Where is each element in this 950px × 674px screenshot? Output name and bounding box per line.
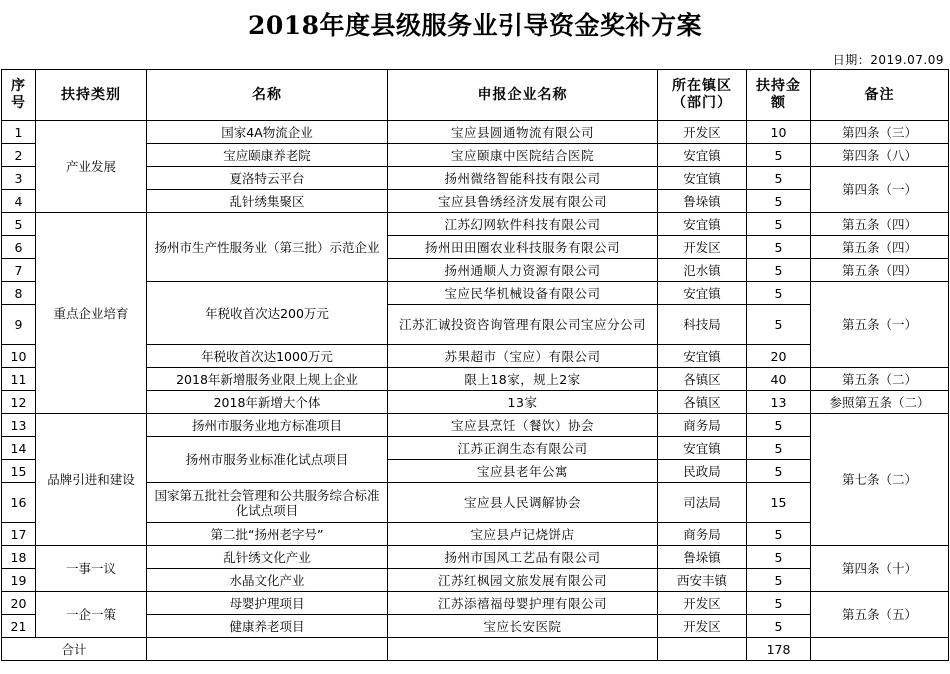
amount-cell: 5: [747, 236, 811, 259]
enterprise-cell: 扬州市国风工艺品有限公司: [388, 546, 658, 569]
item-name-cell: 年税收首次达200万元: [147, 282, 388, 345]
row-seq: 20: [2, 592, 36, 615]
amount-cell: 5: [747, 190, 811, 213]
enterprise-cell: 扬州通顺人力资源有限公司: [388, 259, 658, 282]
item-name-cell: 扬州市生产性服务业（第三批）示范企业: [147, 213, 388, 282]
item-name-cell: 第二批“扬州老字号”: [147, 523, 388, 546]
enterprise-cell: 江苏汇诚投资咨询管理有限公司宝应分公司: [388, 305, 658, 345]
total-empty-cell: [811, 638, 949, 661]
town-cell: 开发区: [658, 592, 747, 615]
header-name: 名称: [147, 70, 388, 121]
total-empty-cell: [658, 638, 747, 661]
enterprise-cell: 宝应颐康中医院结合医院: [388, 144, 658, 167]
row-seq: 6: [2, 236, 36, 259]
enterprise-cell: 限上18家，规上2家: [388, 368, 658, 391]
enterprise-cell: 江苏添禧福母婴护理有限公司: [388, 592, 658, 615]
town-cell: 安宜镇: [658, 437, 747, 460]
town-cell: 司法局: [658, 483, 747, 523]
enterprise-cell: 13家: [388, 391, 658, 414]
town-cell: 安宜镇: [658, 213, 747, 236]
enterprise-cell: 江苏幻网软件科技有限公司: [388, 213, 658, 236]
amount-cell: 5: [747, 592, 811, 615]
total-empty-cell: [388, 638, 658, 661]
row-seq: 5: [2, 213, 36, 236]
town-cell: 科技局: [658, 305, 747, 345]
total-empty-cell: [147, 638, 388, 661]
amount-cell: 5: [747, 167, 811, 190]
item-name-cell: 健康养老项目: [147, 615, 388, 638]
note-cell: 第四条（一）: [811, 167, 949, 213]
town-cell: 开发区: [658, 236, 747, 259]
amount-cell: 5: [747, 546, 811, 569]
amount-cell: 5: [747, 523, 811, 546]
town-cell: 西安丰镇: [658, 569, 747, 592]
row-seq: 10: [2, 345, 36, 368]
row-seq: 12: [2, 391, 36, 414]
enterprise-cell: 江苏正润生态有限公司: [388, 437, 658, 460]
amount-cell: 10: [747, 121, 811, 144]
town-cell: 开发区: [658, 121, 747, 144]
enterprise-cell: 宝应长安医院: [388, 615, 658, 638]
town-cell: 各镇区: [658, 391, 747, 414]
amount-cell: 5: [747, 615, 811, 638]
note-cell: 第五条（五）: [811, 592, 949, 638]
row-seq: 3: [2, 167, 36, 190]
amount-cell: 5: [747, 282, 811, 305]
document-title: 2018年度县级服务业引导资金奖补方案: [247, 11, 703, 40]
town-cell: 安宜镇: [658, 345, 747, 368]
category-cell: 重点企业培育: [36, 213, 147, 414]
enterprise-cell: 苏果超市（宝应）有限公司: [388, 345, 658, 368]
town-cell: 商务局: [658, 523, 747, 546]
header-category: 扶持类别: [36, 70, 147, 121]
item-name-cell: 2018年新增大个体: [147, 391, 388, 414]
amount-cell: 5: [747, 437, 811, 460]
town-cell: 鲁垛镇: [658, 546, 747, 569]
town-cell: 安宜镇: [658, 144, 747, 167]
row-seq: 14: [2, 437, 36, 460]
town-cell: 各镇区: [658, 368, 747, 391]
header-town: 所在镇区（部门）: [658, 70, 747, 121]
town-cell: 鲁垛镇: [658, 190, 747, 213]
row-seq: 2: [2, 144, 36, 167]
row-seq: 11: [2, 368, 36, 391]
header-enterprise: 申报企业名称: [388, 70, 658, 121]
amount-cell: 5: [747, 569, 811, 592]
item-name-cell: 扬州市服务业地方标准项目: [147, 414, 388, 437]
enterprise-cell: 扬州微络智能科技有限公司: [388, 167, 658, 190]
table-row: [2, 121, 949, 144]
table-row: [2, 414, 949, 437]
amount-cell: 5: [747, 259, 811, 282]
total-amount: 178: [747, 638, 811, 661]
row-seq: 16: [2, 483, 36, 523]
row-seq: 13: [2, 414, 36, 437]
row-seq: 15: [2, 460, 36, 483]
note-cell: 第四条（十）: [811, 546, 949, 592]
item-name-cell: 宝应颐康养老院: [147, 144, 388, 167]
item-name-cell: 母婴护理项目: [147, 592, 388, 615]
row-seq: 4: [2, 190, 36, 213]
item-name-cell: 水晶文化产业: [147, 569, 388, 592]
item-name-cell: 国家4A物流企业: [147, 121, 388, 144]
row-seq: 8: [2, 282, 36, 305]
table-row: [2, 213, 949, 236]
note-cell: 第五条（四）: [811, 259, 949, 282]
enterprise-cell: 宝应县鲁绣经济发展有限公司: [388, 190, 658, 213]
enterprise-cell: 宝应民华机械设备有限公司: [388, 282, 658, 305]
enterprise-cell: 宝应县人民调解协会: [388, 483, 658, 523]
note-cell: 第五条（二）: [811, 368, 949, 391]
header-amount: 扶持金额: [747, 70, 811, 121]
amount-cell: 15: [747, 483, 811, 523]
amount-cell: 5: [747, 305, 811, 345]
town-cell: 民政局: [658, 460, 747, 483]
town-cell: 开发区: [658, 615, 747, 638]
category-cell: 一事一议: [36, 546, 147, 592]
table-row: [2, 592, 949, 615]
amount-cell: 5: [747, 460, 811, 483]
item-name-cell: 国家第五批社会管理和公共服务综合标准化试点项目: [147, 483, 388, 523]
header-seq: 序号: [2, 70, 36, 121]
item-name-cell: 年税收首次达1000万元: [147, 345, 388, 368]
note-cell: 参照第五条（二）: [811, 391, 949, 414]
row-seq: 19: [2, 569, 36, 592]
row-seq: 18: [2, 546, 36, 569]
row-seq: 9: [2, 305, 36, 345]
note-cell: 第五条（四）: [811, 236, 949, 259]
category-cell: 品牌引进和建设: [36, 414, 147, 546]
enterprise-cell: 宝应县老年公寓: [388, 460, 658, 483]
item-name-cell: 乱针绣文化产业: [147, 546, 388, 569]
subsidy-table: [1, 69, 949, 661]
enterprise-cell: 宝应县烹饪（餐饮）协会: [388, 414, 658, 437]
enterprise-cell: 扬州田田圈农业科技服务有限公司: [388, 236, 658, 259]
row-seq: 21: [2, 615, 36, 638]
item-name-cell: 乱针绣集聚区: [147, 190, 388, 213]
amount-cell: 5: [747, 213, 811, 236]
amount-cell: 20: [747, 345, 811, 368]
note-cell: 第七条（二）: [811, 414, 949, 546]
amount-cell: 5: [747, 144, 811, 167]
category-cell: 产业发展: [36, 121, 147, 213]
document-date: 日期：2019.07.09: [832, 53, 944, 67]
town-cell: 氾水镇: [658, 259, 747, 282]
amount-cell: 40: [747, 368, 811, 391]
header-note: 备注: [811, 70, 949, 121]
row-seq: 7: [2, 259, 36, 282]
table-row: [2, 546, 949, 569]
category-cell: 一企一策: [36, 592, 147, 638]
town-cell: 安宜镇: [658, 282, 747, 305]
item-name-cell: 2018年新增服务业限上规上企业: [147, 368, 388, 391]
total-label: 合计: [2, 638, 147, 661]
total-row: [2, 638, 949, 661]
town-cell: 商务局: [658, 414, 747, 437]
row-seq: 1: [2, 121, 36, 144]
row-seq: 17: [2, 523, 36, 546]
item-name-cell: 夏洛特云平台: [147, 167, 388, 190]
note-cell: 第五条（一）: [811, 282, 949, 368]
amount-cell: 5: [747, 414, 811, 437]
item-name-cell: 扬州市服务业标准化试点项目: [147, 437, 388, 483]
enterprise-cell: 江苏红枫园文旅发展有限公司: [388, 569, 658, 592]
enterprise-cell: 宝应县卢记烧饼店: [388, 523, 658, 546]
note-cell: 第四条（三）: [811, 121, 949, 144]
enterprise-cell: 宝应县圆通物流有限公司: [388, 121, 658, 144]
town-cell: 安宜镇: [658, 167, 747, 190]
header-row: [2, 70, 949, 121]
amount-cell: 13: [747, 391, 811, 414]
note-cell: 第五条（四）: [811, 213, 949, 236]
note-cell: 第四条（八）: [811, 144, 949, 167]
